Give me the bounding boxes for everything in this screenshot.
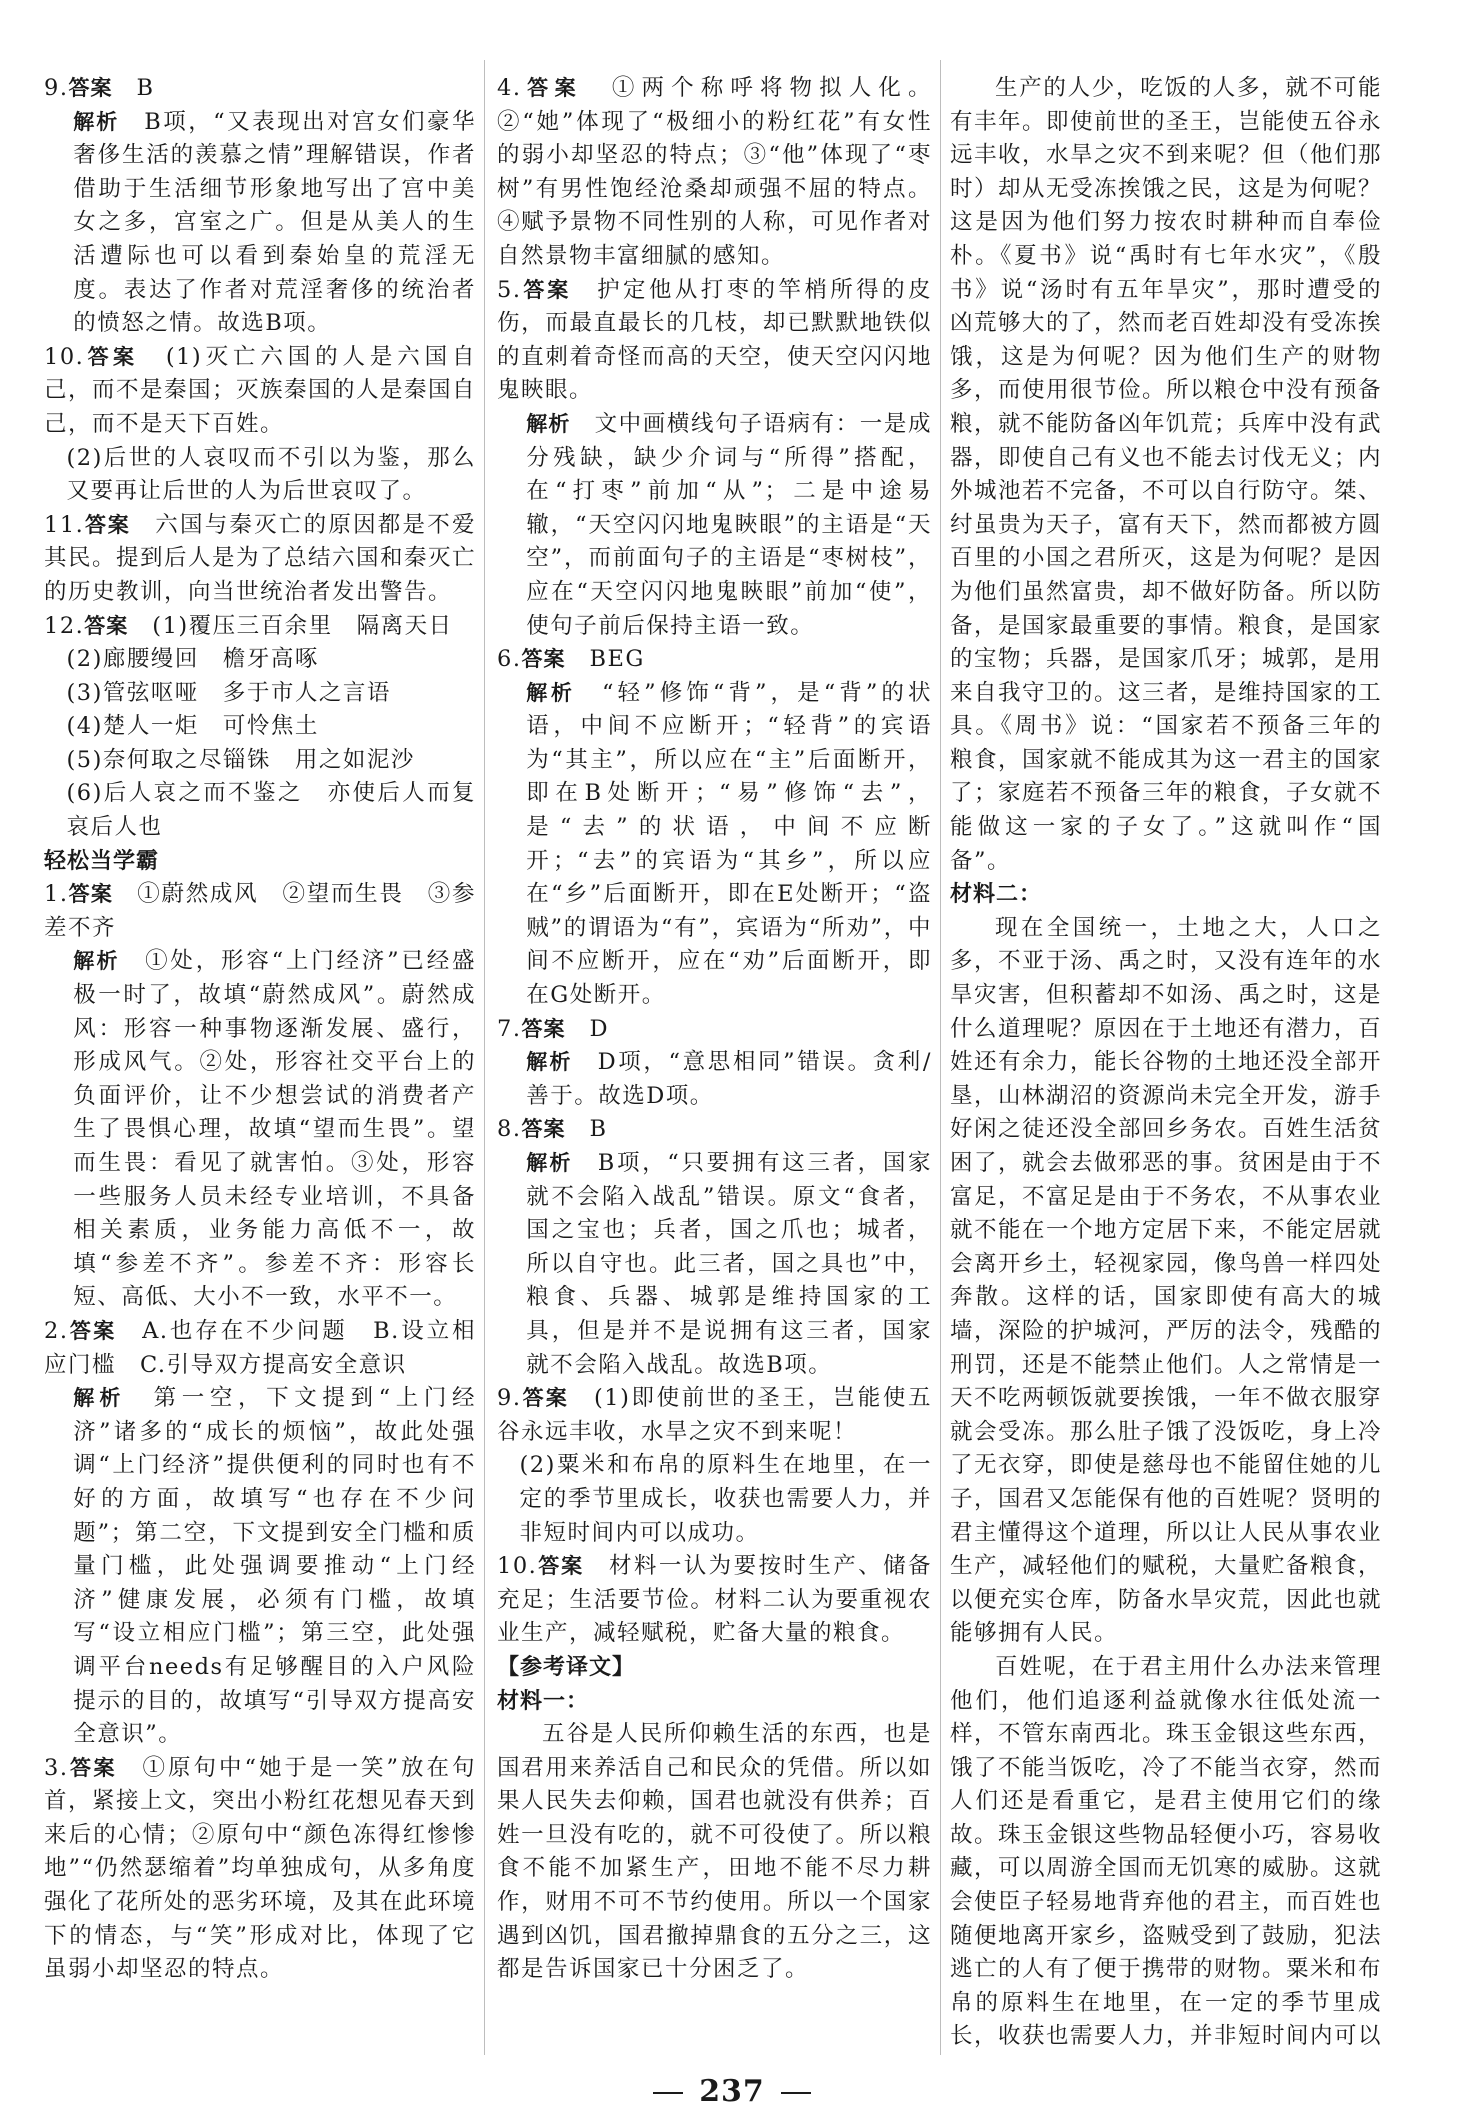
section-heading: [497, 1685, 932, 1719]
answer-label: 答案: [521, 76, 583, 100]
answer-block: [44, 610, 476, 644]
item-text: (5)奈何取之尽锱铢 用之如泥沙: [66, 746, 415, 773]
column-right: [950, 72, 1382, 2054]
paragraph-text: 百姓呢，在于君主用什么办法来管理他们，他们追逐利益就像水往低处流一样，不管东南西北。珠玉金银这些东西，饿了不能当饭吃，冷了不能当衣穿，然而人们还是看重它，是君主使用它们的缘故。珠玉金银这些物品轻便小巧，容易收藏，可以周游全国而无饥寒的威胁。这就会使臣子轻易地背弃他的君主，而百姓也随便地离开家乡，盗贼受到了鼓励，犯法逃亡的人有了便于携带的财物。粟米和布帛的原料生在地里，在一定的季节里成长，收获也需要人力，并非短时间内可以: [950, 1653, 1383, 2050]
item-text: (2)后世的人哀叹而不引以为鉴，那么又要再让后世的人为后世哀叹了。: [66, 444, 476, 505]
page-number: [0, 2074, 1464, 2109]
answer-block: [44, 72, 476, 106]
item-text: ①蔚然成风 ②望而生畏 ③参差不齐: [44, 881, 476, 941]
question-number: 8.: [497, 1116, 522, 1143]
item-text: ①处，形容“上门经济”已经盛极一时了，故填“蔚然成风”。蔚然成风：形容一种事物逐渐发展、盛行，形成风气。②处，形容社交平台上的负面评价，让不少想尝试的消费者产生了畏惧心理，故填“望而生畏”。望而生畏：看见了就害怕。③处，形容一些服务人员未经专业培训，不具备相关素质，业务能力高低不一，故填“参差不齐”。参差不齐：形容长短、高低、大小不一致，水平不一。: [73, 948, 476, 1311]
translation-paragraph: [950, 912, 1382, 1651]
translation-paragraph: [950, 72, 1382, 878]
answer-continuation: [44, 777, 476, 844]
item-text: (3)管弦呕哑 多于市人之言语: [66, 679, 391, 706]
explanation-block: [44, 945, 476, 1315]
section-heading: [497, 1651, 932, 1685]
answer-block: [497, 643, 932, 677]
item-text: (1)灭亡六国的人是六国自己，而不是秦国；灭族秦国的人是秦国自己，而不是天下百姓。: [44, 343, 477, 437]
answer-block: [497, 1550, 932, 1651]
item-text: 第一空，下文提到“上门经济”诸多的“成长的烦恼”，故此处强调“上门经济”提供便利的同时也有不好的方面，故填写“也存在不少问题”；第二空，下文提到安全门槛和质量门槛，此处强调要推动“上门经济”健康发展，必须有门槛，故填写“设立相应门槛”；第三空，此处强调平台needs有足够醒目的入户风险提示的目的，故填写“引导双方提高安全意识”。: [73, 1385, 476, 1748]
answer-block: [44, 509, 476, 610]
section-heading-text: 材料一：: [497, 1688, 590, 1714]
question-number: 4.: [497, 75, 522, 101]
explanation-label: 解析: [526, 1050, 573, 1075]
item-text: 文中画横线句子语病有：一是成分残缺，缺少介词与“所得”搭配，在“打枣”前加“从”；二是中途易辙，“天空闪闪地鬼䀹眼”的主语是“天空”，而前面句子的主语是“枣树枝”，应在“天空闪闪地鬼䀹眼”前加“使”，使句子前后保持主语一致。: [526, 410, 932, 639]
answer-label: 答案: [84, 613, 129, 638]
answer-label: 答案: [68, 1755, 117, 1780]
item-text: 材料一认为要按时生产、储备充足；生活要节俭。材料二认为要重视农业生产，减轻赋税，贮备大量的粮食。: [497, 1553, 932, 1647]
answer-block: [497, 1113, 932, 1147]
section-heading: [950, 878, 1382, 912]
column-left: [44, 72, 476, 1987]
question-number: 2.: [44, 1317, 69, 1344]
item-text: (6)后人哀之而不鉴之 亦使后人而复哀后人也: [66, 780, 476, 841]
item-text: B项，“只要拥有这三者，国家就不会陷入战乱”错误。原文“食者，国之宝也；兵者，国之爪也；城者，所以自守也。此三者，国之具也”中，粮食、兵器、城郭是维持国家的工具，但是并不是说拥有这三者，国家就不会陷入战乱。故选B项。: [526, 1150, 932, 1378]
explanation-label: 解析: [526, 411, 571, 436]
item-text: B: [565, 1116, 608, 1143]
answer-label: 答案: [521, 1117, 566, 1142]
answer-label: 答案: [521, 647, 566, 672]
section-heading-text: 材料二：: [950, 882, 1043, 908]
page-number-dash-left: [653, 2092, 683, 2094]
item-text: B项，“又表现出对宫女们豪华奢侈生活的羡慕之情”理解错误，作者借助于生活细节形象地写出了宫中美女之多，宫室之广。但是从美人的生活遭际也可以看到秦始皇的荒淫无度。表达了作者对荒淫奢侈的统治者的愤怒之情。故选B项。: [73, 108, 476, 337]
answer-continuation: [44, 677, 476, 711]
explanation-label: 解析: [73, 109, 120, 134]
section-heading: [44, 845, 476, 879]
translation-paragraph: [497, 1718, 932, 1987]
question-number: 9.: [44, 75, 69, 101]
item-text: D: [565, 1015, 610, 1042]
item-text: (1)即使前世的圣王，岂能使五谷永远丰收，水旱之灾不到来呢！: [497, 1385, 932, 1445]
answer-block: [497, 1382, 932, 1449]
answer-block: [44, 1752, 476, 1987]
answer-block: [497, 1013, 932, 1047]
explanation-block: [497, 408, 932, 643]
paragraph-text: 现在全国统一，土地之大，人口之多，不亚于汤、禹之时，又没有连年的水旱灾害，但积蓄却不如汤、禹之时，这是什么道理呢？原因在于土地还有潜力，百姓还有余力，能长谷物的土地还没全部开垦，山林湖沼的资源尚未完全开发，游手好闲之徒还没全部回乡务农。百姓生活贫困了，就会去做邪恶的事。贫困是由于不富足，不富足是由于不务农，不从事农业就不能在一个地方定居下来，不能定居就会离开乡土，轻视家园，像鸟兽一样四处奔散。这样的话，国家即使有高大的城墙，深险的护城河，严厉的法令，残酷的刑罚，还是不能禁止他们。人之常情是一天不吃两顿饭就要挨饿，一年不做衣服穿就会受冻。那么肚子饿了没饭吃，身上冷了无衣穿，即使是慈母也不能留住她的儿子，国君又怎能保有他的百姓呢？贤明的君主懂得这个道理，所以让人民从事农业生产，减轻他们的赋税，大量贮备粮食，以便充实仓库，防备水旱灾荒，因此也就能够拥有人民。: [950, 914, 1383, 1647]
answer-label: 答案: [84, 512, 131, 537]
answer-block: [44, 341, 476, 442]
answer-label: 答案: [521, 1386, 569, 1411]
explanation-label: 解析: [73, 949, 120, 974]
answer-block: [44, 1315, 476, 1382]
translation-paragraph: [950, 1651, 1382, 2054]
explanation-block: [44, 1382, 476, 1752]
answer-label: 答案: [521, 1016, 566, 1041]
answer-label: 答案: [68, 882, 114, 907]
item-text: D项，“意思相同”错误。贪利/善于。故选D项。: [526, 1049, 932, 1109]
item-text: (2)廊腰缦回 檐牙高啄: [66, 646, 319, 673]
question-number: 12.: [44, 612, 85, 639]
item-text: A.也存在不少问题 B.设立相应门槛 C.引导双方提高安全意识: [44, 1317, 477, 1378]
question-number: 10.: [497, 1553, 538, 1580]
answer-block: [44, 878, 476, 945]
paragraph-text: 五谷是人民所仰赖生活的东西，也是国君用来养活自己和民众的凭借。所以如果人民失去仰赖，国君也就没有供养；百姓一旦没有吃的，就不可役使了。所以粮食不能不加紧生产，田地不能不尽力耕作，财用不可不节约使用。所以一个国家遇到凶饥，国君撤掉鼎食的五分之三，这都是告诉国家已十分困乏了。: [497, 1721, 932, 1983]
paragraph-text: 生产的人少，吃饭的人多，就不可能有丰年。即使前世的圣王，岂能使五谷永远丰收，水旱之灾不到来呢？但（他们那时）却从无受冻挨饿之民，这是为何呢？这是因为他们努力按农时耕种而自奉俭朴。《夏书》说“禹时有七年水灾”，《殷书》说“汤时有五年旱灾”，那时遭受的凶荒够大的了，然而老百姓却没有受冻挨饿，这是为何呢？因为他们生产的财物多，而使用很节俭。所以粮仓中没有预备粮，就不能防备凶年饥荒；兵库中没有武器，即使自己有义也不能去讨伐无义；内外城池若不完备，不可以自行防守。桀、纣虽贵为天子，富有天下，然而都被方圆百里的小国之君所灭，这是为何呢？是因为他们虽然富贵，却不做好防备。所以防备，是国家最重要的事情。粮食，是国家的宝物；兵器，是国家爪牙；城郭，是用来自我守卫的。这三者，是维持国家的工具。《周书》说：“国家若不预备三年的粮食，国家就不能成其为这一君主的国家了；家庭若不预备三年的粮食，子女就不能做这一家的子女了。”这就叫作“国备”。: [950, 75, 1383, 874]
question-number: 3.: [44, 1754, 69, 1781]
answer-block: [497, 274, 932, 408]
item-text: (4)楚人一炬 可怜焦土: [66, 713, 319, 740]
answer-block: [497, 72, 932, 274]
answer-label: 答案: [521, 277, 572, 302]
explanation-block: [497, 1147, 932, 1382]
question-number: 7.: [497, 1015, 522, 1042]
explanation-block: [44, 106, 476, 341]
item-text: (1)覆压三百余里 隔离天日: [128, 612, 453, 639]
question-number: 1.: [44, 881, 69, 908]
item-text: “轻”修饰“背”，是“背”的状语，中间不应断开；“轻背”的宾语为“其主”，所以应在“主”后面断开，即在B处断开；“易”修饰“去”，是“去”的状语，中间不应断开；“去”的宾语为“其乡”，所以应在“乡”后面断开，即在E处断开；“盗贼”的谓语为“有”，宾语为“所劝”，中间不应断开，应在“劝”后面断开，即在G处断开。: [526, 679, 932, 1009]
answer-label: 答案: [537, 1554, 585, 1579]
answer-label: 答案: [68, 76, 113, 100]
answer-label: 答案: [84, 344, 139, 369]
item-text: ①原句中“她于是一笑”放在句首，紧接上文，突出小粉红花想见春天到来后的心情；②原句中“颜色冻得红惨惨地”“仍然瑟缩着”均单独成句，从多角度强化了花所处的恶劣环境，及其在此环境下的情态，与“笑”形成对比，体现了它虽弱小却坚忍的特点。: [44, 1754, 477, 1983]
answer-continuation: [44, 744, 476, 778]
answer-continuation: [44, 643, 476, 677]
question-number: 9.: [497, 1385, 522, 1412]
explanation-label: 解析: [73, 1386, 126, 1411]
item-text: B: [112, 75, 155, 101]
explanation-block: [497, 1046, 932, 1113]
explanation-label: 解析: [526, 680, 576, 705]
question-number: 6.: [497, 646, 522, 673]
column-divider: [940, 60, 941, 2055]
question-number: 11.: [44, 511, 85, 538]
item-text: 护定他从打枣的竿梢所得的皮伤，而最直最长的几枝，却已默默地铁似的直刺着奇怪而高的天空，使天空闪闪地鬼䀹眼。: [497, 276, 932, 404]
item-text: ①两个称呼将物拟人化。②“她”体现了“极细小的粉红花”有女性的弱小却坚忍的特点；③“他”体现了“枣树”有男性饱经沧桑却顽强不屈的特点。④赋予景物不同性别的人称，可见作者对自然景物丰富细腻的感知。: [497, 75, 932, 269]
answer-continuation: [44, 710, 476, 744]
item-text: (2)粟米和布帛的原料生在地里，在一定的季节里成长，收获也需要人力，并非短时间内可以成功。: [519, 1452, 932, 1546]
page-number-text: 237: [699, 2074, 765, 2109]
answer-continuation: [497, 1449, 932, 1550]
column-middle: [497, 72, 932, 1987]
column-divider: [484, 60, 485, 2055]
answer-continuation: [44, 442, 476, 509]
answer-label: 答案: [68, 1318, 117, 1343]
page-number-dash-right: [781, 2092, 811, 2094]
section-heading-text: 【参考译文】: [497, 1654, 636, 1680]
question-number: 10.: [44, 343, 85, 370]
section-heading-text: 轻松当学霸: [44, 848, 160, 874]
question-number: 5.: [497, 276, 522, 303]
item-text: BEG: [565, 646, 645, 673]
explanation-label: 解析: [526, 1151, 573, 1175]
explanation-block: [497, 677, 932, 1013]
item-text: 六国与秦灭亡的原因都是不爱其民。提到后人是为了总结六国和秦灭亡的历史教训，向当世统治者发出警告。: [44, 511, 477, 605]
